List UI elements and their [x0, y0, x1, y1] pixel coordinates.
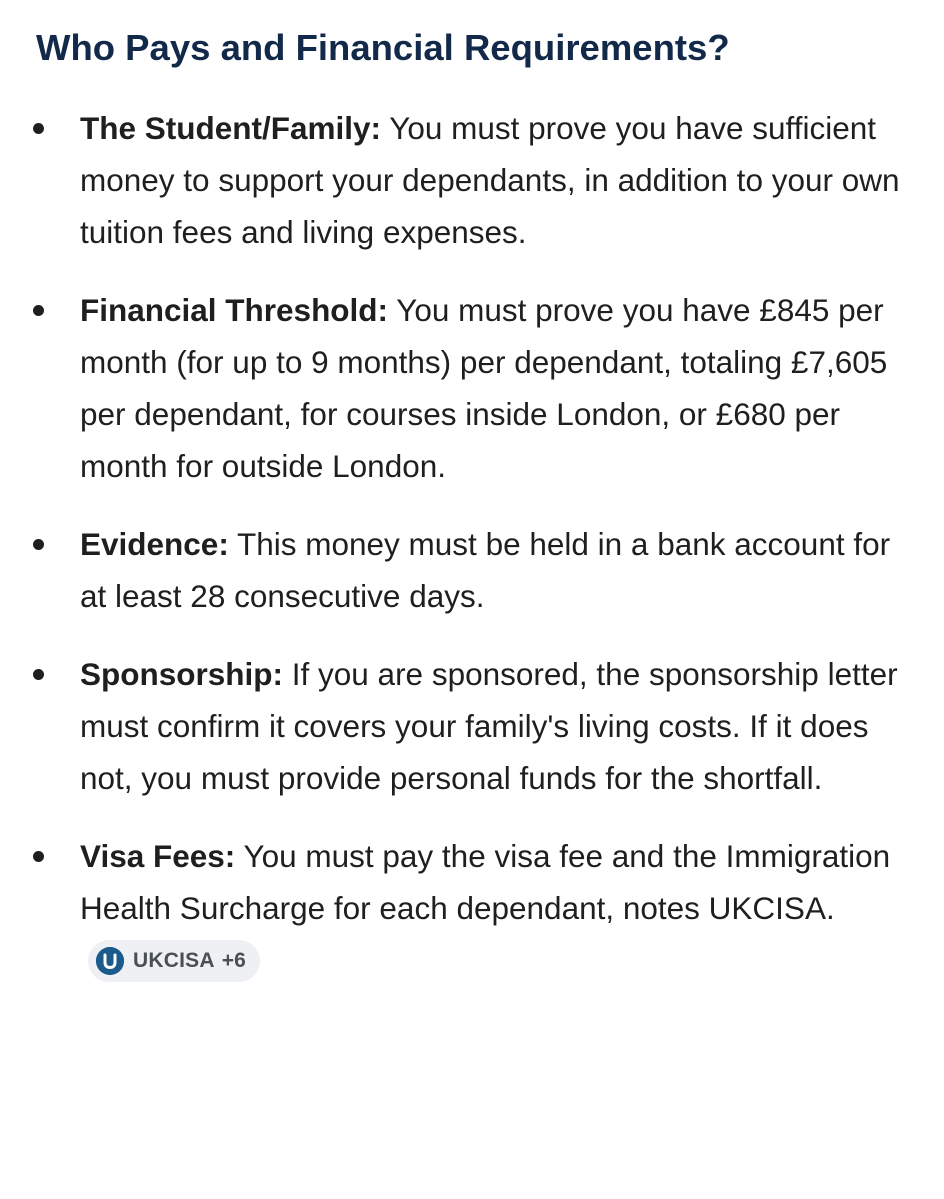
item-text: You must prove you have sufficient money to support your dependants, in addition to your own tuition fees and living expenses. [80, 110, 900, 250]
citation-chip[interactable] [88, 940, 260, 982]
bullet-dot-icon [33, 305, 44, 316]
list-item-student-family [0, 102, 944, 258]
ukcisa-logo-icon [96, 947, 124, 975]
item-label: Evidence: [80, 526, 229, 562]
item-text: If you are sponsored, the sponsorship letter must confirm it covers your family's living costs. If it does not, you must provide personal funds for the shortfall. [80, 656, 898, 796]
section-heading: Who Pays and Financial Requirements? [36, 27, 730, 68]
citation-count: +6 [221, 948, 247, 972]
bullet-dot-icon [33, 851, 44, 862]
item-label: Visa Fees: [80, 838, 236, 874]
list-item-sponsorship [0, 648, 944, 804]
bullet-dot-icon [33, 123, 44, 134]
list-item-visa-fees [0, 830, 944, 986]
item-label: Financial Threshold: [80, 292, 389, 328]
citation-source: UKCISA [133, 948, 215, 972]
item-label: Sponsorship: [80, 656, 283, 692]
bullet-dot-icon [33, 669, 44, 680]
item-text: You must prove you have £845 per month (for up to 9 months) per dependant, totaling £7,605 per dependant, for courses inside London, or £680 per month for outside London. [80, 292, 888, 484]
bullet-dot-icon [33, 539, 44, 550]
item-text: You must pay the visa fee and the Immigration Health Surcharge for each dependant, notes UKCISA. [80, 838, 891, 926]
requirements-list [0, 102, 944, 1012]
item-label: The Student/Family: [80, 110, 382, 146]
list-item-evidence [0, 518, 944, 622]
list-item-financial-threshold [0, 284, 944, 492]
item-text: This money must be held in a bank account for at least 28 consecutive days. [80, 526, 891, 614]
